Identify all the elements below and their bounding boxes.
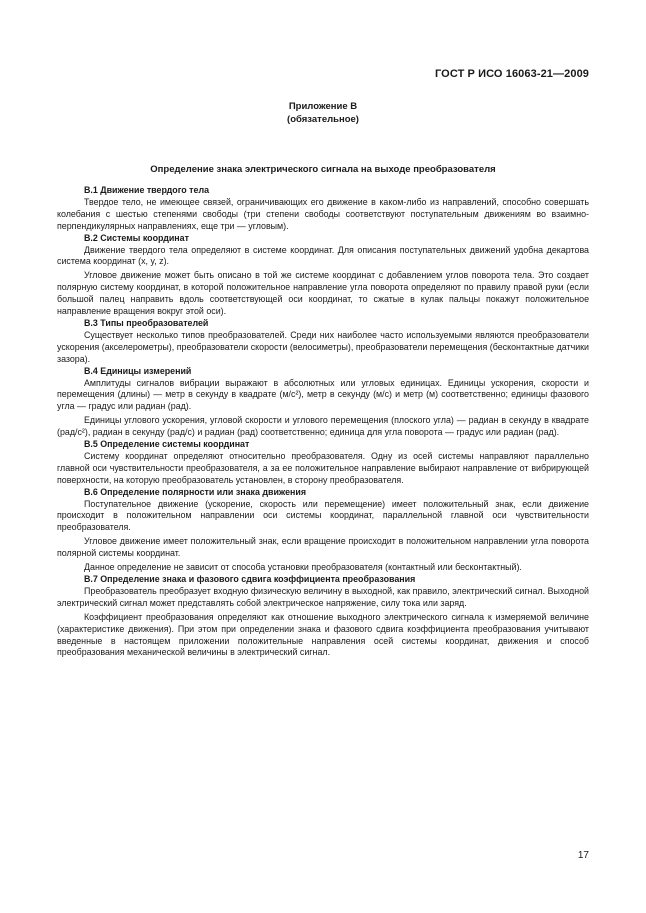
subsection-heading-b2: В.2 Системы координат: [84, 232, 189, 243]
paragraph: Систему координат определяют относительно преобразователя. Одну из осей системы направляют параллельно главной оси чувствительности преобразователя, а за ее положительное направление выбирают направление от вибрирующей поверхности, на которую преобразователь установлен, в сторону преобразователя.: [57, 450, 589, 485]
appendix-status: (обязательное): [287, 114, 359, 125]
appendix-title: Приложение В: [288, 101, 358, 112]
section-title: Определение знака электрического сигнала на выходе преобразователя: [150, 164, 496, 175]
subsection-heading-b1: В.1 Движение твердого тела: [84, 185, 210, 195]
subsection-heading-b3: В.3 Типы преобразователей: [84, 317, 209, 328]
paragraph: Единицы углового ускорения, угловой скорости и углового перемещения (плоского угла) — радиан в секунду в квадрате (рад/с²), радиан в секунду (рад/с) и радиан (рад) соответственно; единица для угла поворота — градус или радиан (рад).: [57, 415, 589, 438]
subsection-heading-b4: В.4 Единицы измерений: [84, 365, 192, 376]
paragraph: Амплитуды сигналов вибрации выражают в абсолютных или угловых единицах. Единицы ускорения, скорости и перемещения (длины) — метр в секунду в квадрате (м/с²), метр в секунду (м/с) и метр (м) соответственно; единицы фазового угла — градус или радиан (рад).: [57, 377, 589, 412]
paragraph: Движение твердого тела определяют в системе координат. Для описания поступательных движений удобна декартова система координат (x, y, z).: [57, 244, 589, 267]
paragraph: Преобразователь преобразует входную физическую величину в выходной, как правило, электрический сигнал. Выходной электрический сигнал может представлять собой электрическое напряжение, силу тока или заряд.: [57, 585, 589, 608]
subsection-heading-b7: В.7 Определение знака и фазового сдвига коэффициента преобразования: [84, 574, 416, 584]
document-code: ГОСТ Р ИСО 16063-21—2009: [434, 68, 589, 80]
paragraph: Данное определение не зависит от способа установки преобразователя (контактный или бесконтактный).: [84, 562, 522, 573]
paragraph: Коэффициент преобразования определяют как отношение выходного электрического сигнала к измеряемой величине (характеристике движения). При этом при определении знака и фазового сдвига коэффициента преобразования учитывают введенные в настоящем приложении положительные направления осей системы координат, движения и способ преобразования механической величины в электрический сигнал.: [57, 611, 589, 658]
subsection-heading-b6: В.6 Определение полярности или знака движения: [84, 486, 307, 497]
paragraph: Твердое тело, не имеющее связей, ограничивающих его движение в каком-либо из направлений, способно совершать колебания с шестью степенями свободы (три степени свободы соответствуют поступательным движениям во взаимно-перпендикулярных направлениях, еще три — угловым).: [57, 196, 589, 231]
paragraph: Угловое движение имеет положительный знак, если вращение происходит в положительном направлении угла поворота полярной системы координат.: [57, 536, 589, 559]
paragraph: Поступательное движение (ускорение, скорость или перемещение) имеет положительный знак, если движение происходит в положительном направлении оси системы координат, параллельной главной оси чувствительности преобразователя.: [57, 498, 589, 533]
document-body: [57, 185, 589, 659]
paragraph: Угловое движение может быть описано в той же системе координат с добавлением углов поворота тела. Это создает полярную систему координат, в которой положительное направление угла поворота определяют по правилу правой руки (если большой палец направить вдоль соответствующей оси координат, то сжатые в кулак пальцы покажут положительное направление вращения вокруг этой оси).: [57, 270, 589, 317]
paragraph: Существует несколько типов преобразователей. Среди них наиболее часто используемыми являются преобразователи ускорения (акселерометры), преобразователи скорости (велосиметры), преобразователи перемещения (бесконтактные датчики зазора).: [57, 329, 589, 364]
page-number: 17: [577, 850, 589, 861]
subsection-heading-b5: В.5 Определение системы координат: [84, 439, 250, 450]
